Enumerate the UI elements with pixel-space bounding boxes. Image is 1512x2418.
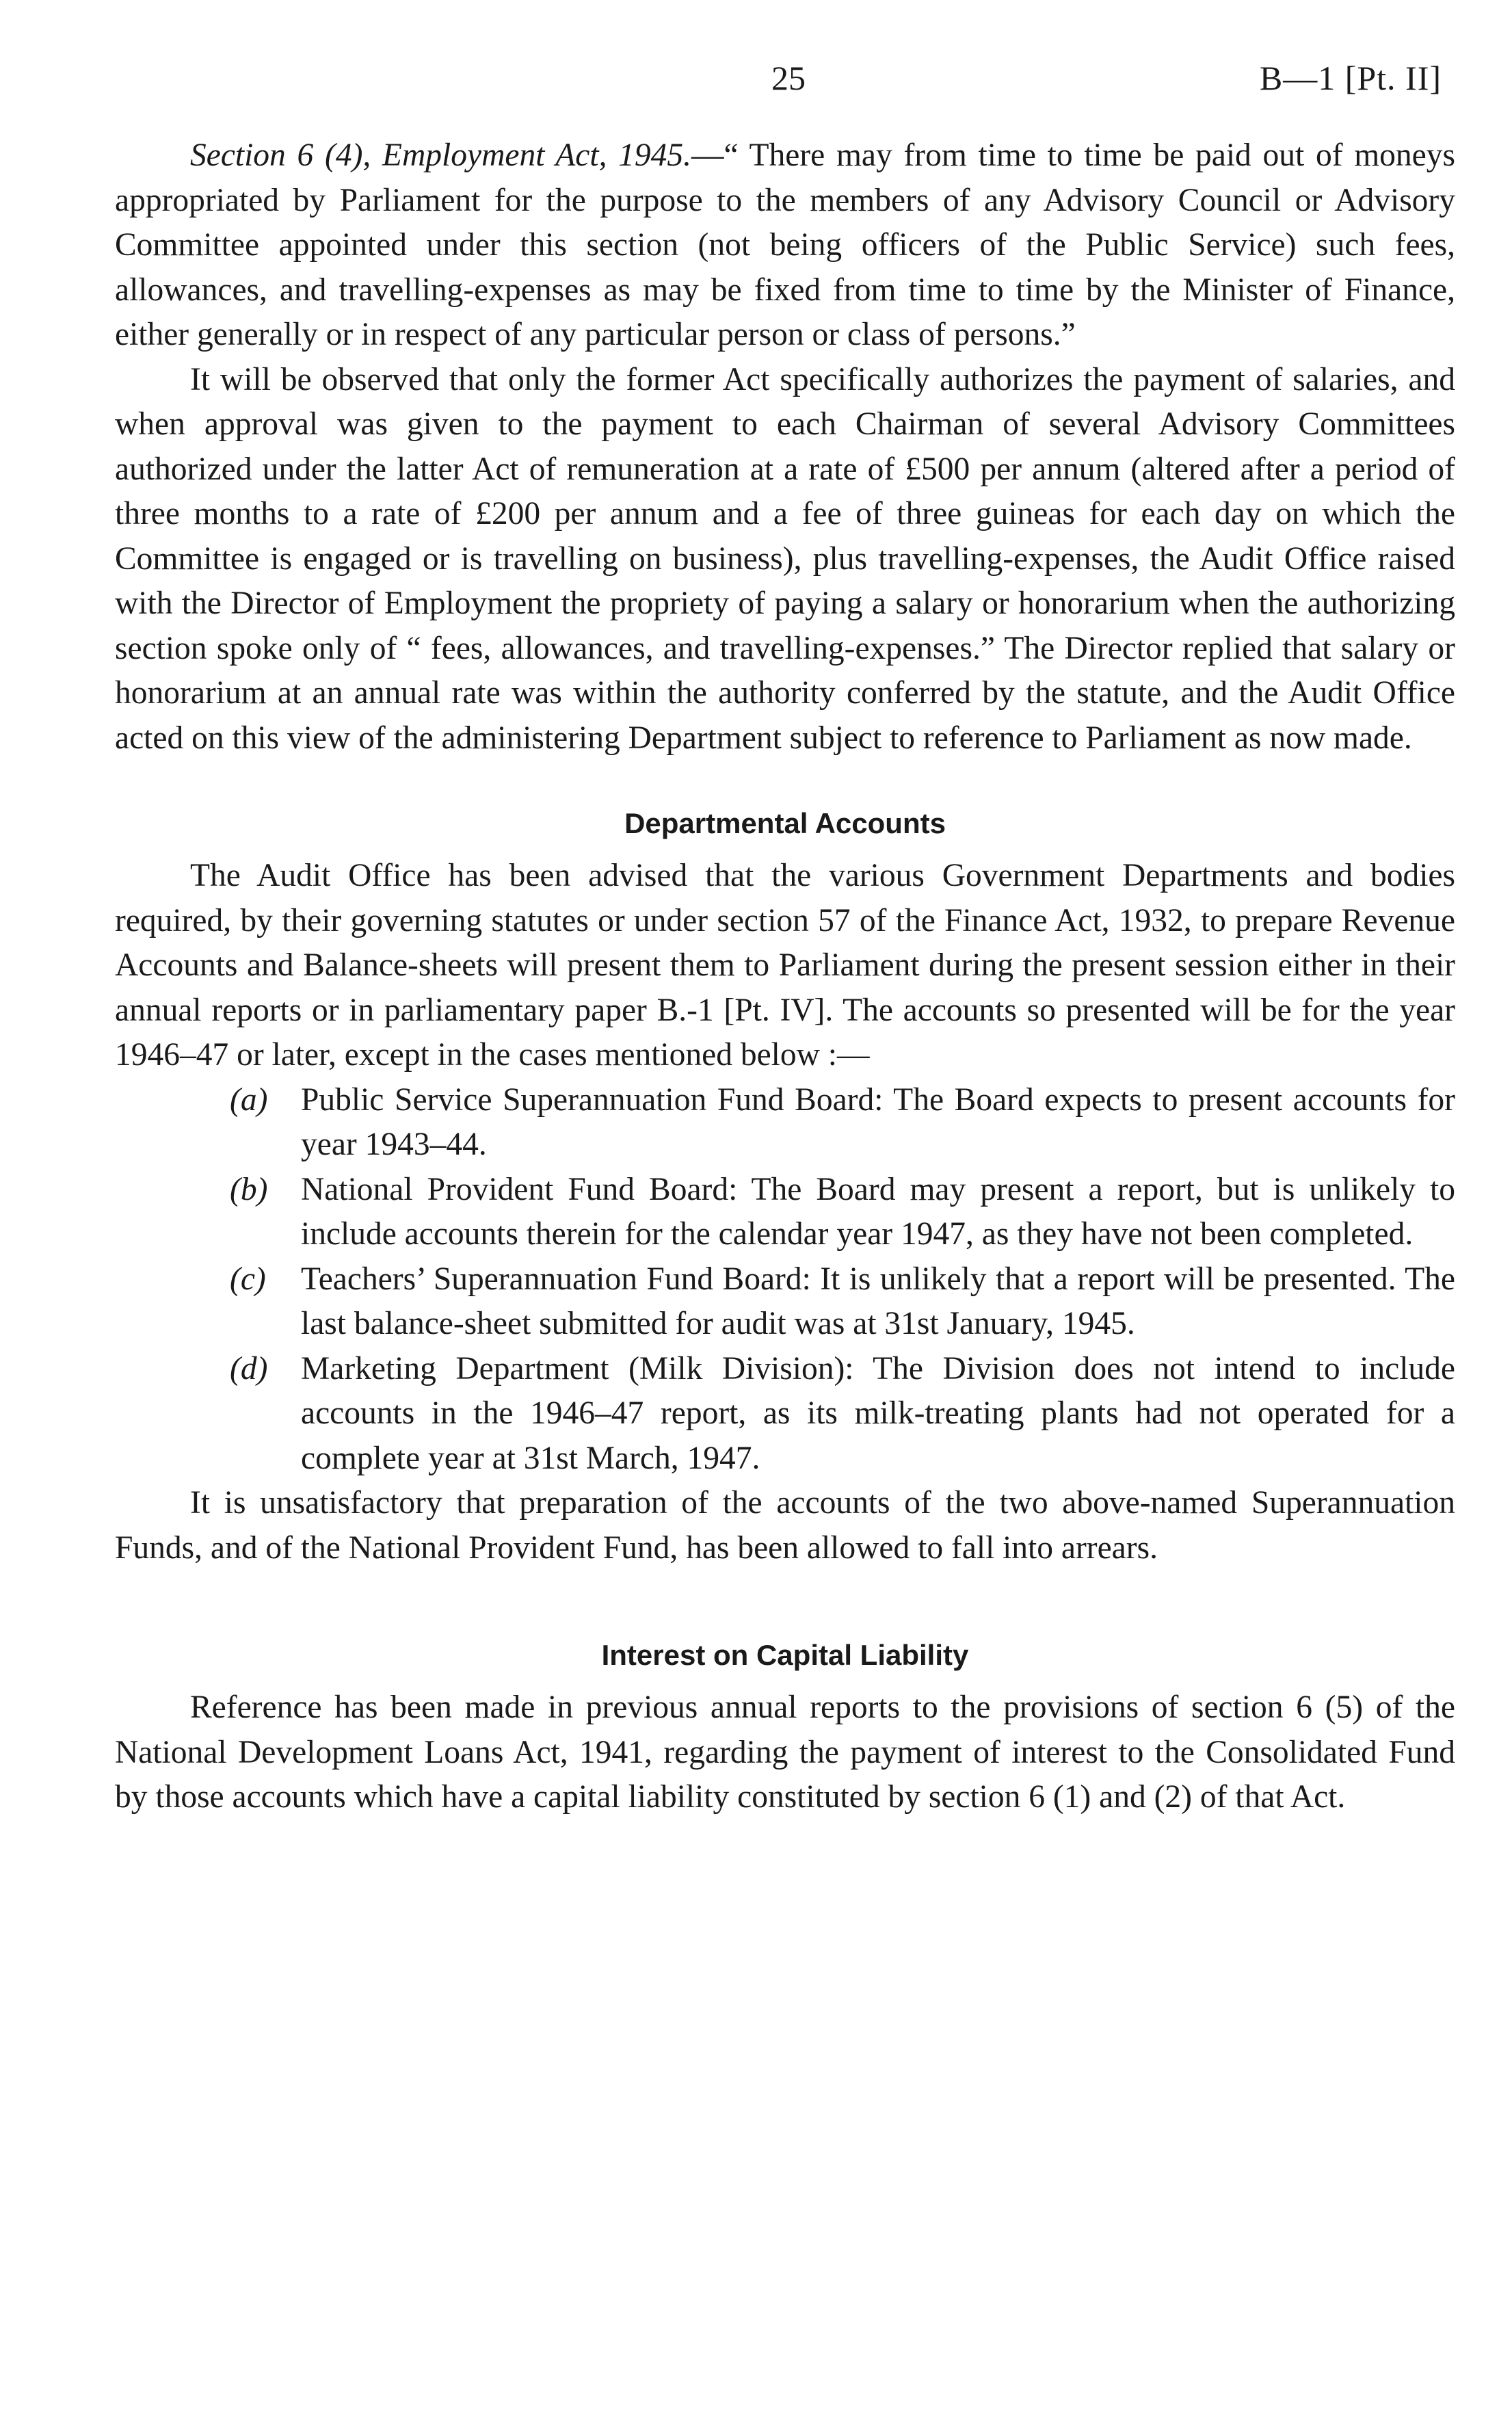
list-item-a bbox=[115, 1078, 1455, 1168]
list-item-b bbox=[115, 1168, 1455, 1257]
departmental-accounts-paragraph: The Audit Office has been advised that the various Government Departments and bodies required, by their governing statutes or under section 57 of the Finance Act, 1932, to prepare Revenue Accounts and Balance-sheets will present them to Parliament during the present session either in their annual reports or in parliamentary paper B.-1 [Pt. IV]. The accounts so presented will be for the year 1946–47 or later, except in the cases mentioned below :— bbox=[115, 858, 1455, 1073]
list-marker: (a) bbox=[230, 1081, 268, 1118]
list-marker: (b) bbox=[230, 1171, 268, 1207]
act-quote: —“ There may from time to time be paid out of moneys appropriated by Parliament for the purpose to the members of any Advisory Council or Advisory Committee appointed under this section (not being officers of the Public Service) such fees, allowances, and travelling-expenses as may be fixed from time to time by the Minister of Finance, either generally or in respect of any particular person or class of persons.” bbox=[115, 137, 1455, 352]
list-item-d bbox=[115, 1347, 1455, 1482]
list-marker: (c) bbox=[230, 1261, 266, 1297]
list-item-text: Marketing Department (Milk Division): The Division does not intend to include accounts in the 1946–47 report, as its milk-treating plants had not operated for a complete year at 31st March, 1947. bbox=[301, 1350, 1455, 1476]
remuneration-paragraph: It will be observed that only the former Act specifically authorizes the payment of salaries, and when approval was given to the payment to each Chairman of several Advisory Committees authorized under the latter Act of remuneration at a rate of £500 per annum (altered after a period of three months to a rate of £200 per annum and a fee of three guineas for each day on which the Committee is engaged or is travelling on business), plus travelling-expenses, the Audit Office raised with the Director of Employment the propriety of paying a salary or honorarium when the authorizing section spoke only of “ fees, allowances, and travelling-expenses.” The Director replied that salary or honorarium at an annual rate was within the authority conferred by the statute, and the Audit Office acted on this view of the administering Department subject to reference to Parliament as now made. bbox=[115, 361, 1455, 756]
page-number: 25 bbox=[771, 59, 806, 97]
act-citation: Section 6 (4), Employment Act, 1945. bbox=[190, 137, 692, 173]
document-page bbox=[115, 58, 1455, 1820]
employment-act-paragraph bbox=[115, 133, 1455, 358]
list-item-text: National Provident Fund Board: The Board may present a report, but is unlikely to include accounts therein for the calendar year 1947, as they have not been completed. bbox=[301, 1171, 1455, 1252]
list-item-text: Public Service Superannuation Fund Board: The Board expects to present accounts for year 1943–44. bbox=[301, 1081, 1455, 1162]
document-reference: B—1 [Pt. II] bbox=[1259, 59, 1442, 97]
arrears-paragraph: It is unsatisfactory that preparation of the accounts of the two above-named Superannuation Funds, and of the National Provident Fund, has been allowed to fall into arrears. bbox=[115, 1485, 1455, 1566]
interest-capital-liability-heading: Interest on Capital Liability bbox=[601, 1639, 969, 1671]
list-item-c bbox=[115, 1257, 1455, 1347]
list-marker: (d) bbox=[230, 1350, 268, 1387]
list-item-text: Teachers’ Superannuation Fund Board: It is unlikely that a report will be presented. The last balance-sheet submitted for audit was at 31st January, 1945. bbox=[301, 1261, 1455, 1341]
interest-paragraph: Reference has been made in previous annual reports to the provisions of section 6 (5) of the National Development Loans Act, 1941, regarding the payment of interest to the Consolidated Fund by those accounts which have a capital liability constituted by section 6 (1) and (2) of that Act. bbox=[115, 1690, 1455, 1815]
page-header bbox=[115, 58, 1455, 133]
departmental-accounts-heading: Departmental Accounts bbox=[624, 807, 946, 839]
